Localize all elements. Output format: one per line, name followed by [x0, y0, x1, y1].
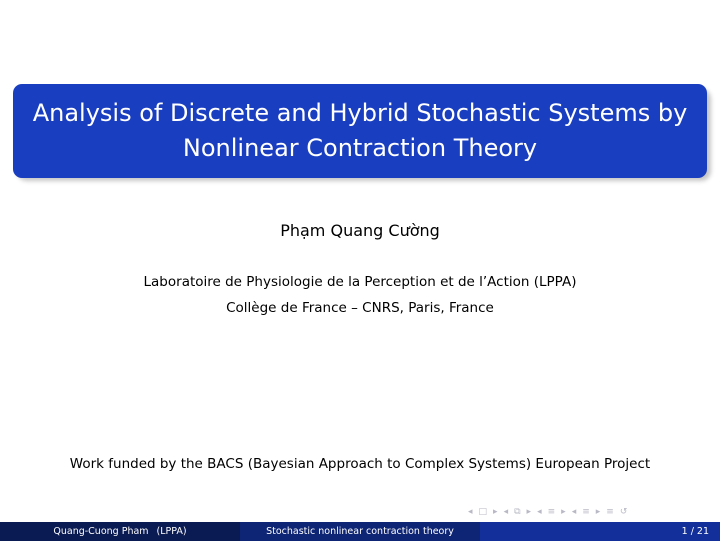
footer-page-section	[480, 522, 720, 541]
next-section-icon[interactable]: ▸	[561, 507, 566, 517]
footer-bar	[0, 522, 720, 541]
footer-page-number: 1 / 21	[681, 526, 709, 537]
frame-icon[interactable]: □	[478, 507, 488, 517]
affiliation-line-1: Laboratoire de Physiologie de la Perception et de l’Action (LPPA)	[143, 274, 577, 290]
affiliation-line-2: Collège de France – CNRS, Paris, France	[226, 300, 494, 316]
next-frame-icon[interactable]: ▸	[493, 507, 498, 517]
first-frame-icon[interactable]: ◂	[468, 507, 473, 517]
align-icon[interactable]: ≡	[606, 507, 614, 517]
funding-note: Work funded by the BACS (Bayesian Approach to Complex Systems) European Project	[69, 456, 651, 472]
footer-author-section	[0, 522, 240, 541]
section-icon[interactable]: ≡	[547, 507, 556, 517]
subsection-icon[interactable]: ⧉	[514, 507, 521, 517]
footer-short-title: Stochastic nonlinear contraction theory	[266, 526, 454, 537]
title-line-1: Analysis of Discrete and Hybrid Stochastic Systems by	[32, 99, 688, 127]
prev-section-icon[interactable]: ◂	[537, 507, 542, 517]
part-icon[interactable]: ≡	[582, 507, 590, 517]
title-box	[13, 84, 707, 178]
beamer-navigation-bar	[468, 504, 627, 520]
prev-part-icon[interactable]: ◂	[571, 507, 577, 517]
next-subsection-icon[interactable]: ▸	[526, 507, 532, 517]
next-part-icon[interactable]: ▸	[595, 507, 601, 517]
footer-institute: (LPPA)	[156, 526, 187, 537]
prev-subsection-icon[interactable]: ◂	[503, 507, 509, 517]
search-icon[interactable]: ↺	[619, 507, 628, 517]
footer-title-section	[240, 522, 480, 541]
footer-author: Quang-Cuong Pham	[53, 526, 149, 537]
title-line-2: Nonlinear Contraction Theory	[182, 134, 538, 162]
author-name: Phạm Quang Cường	[280, 221, 440, 240]
